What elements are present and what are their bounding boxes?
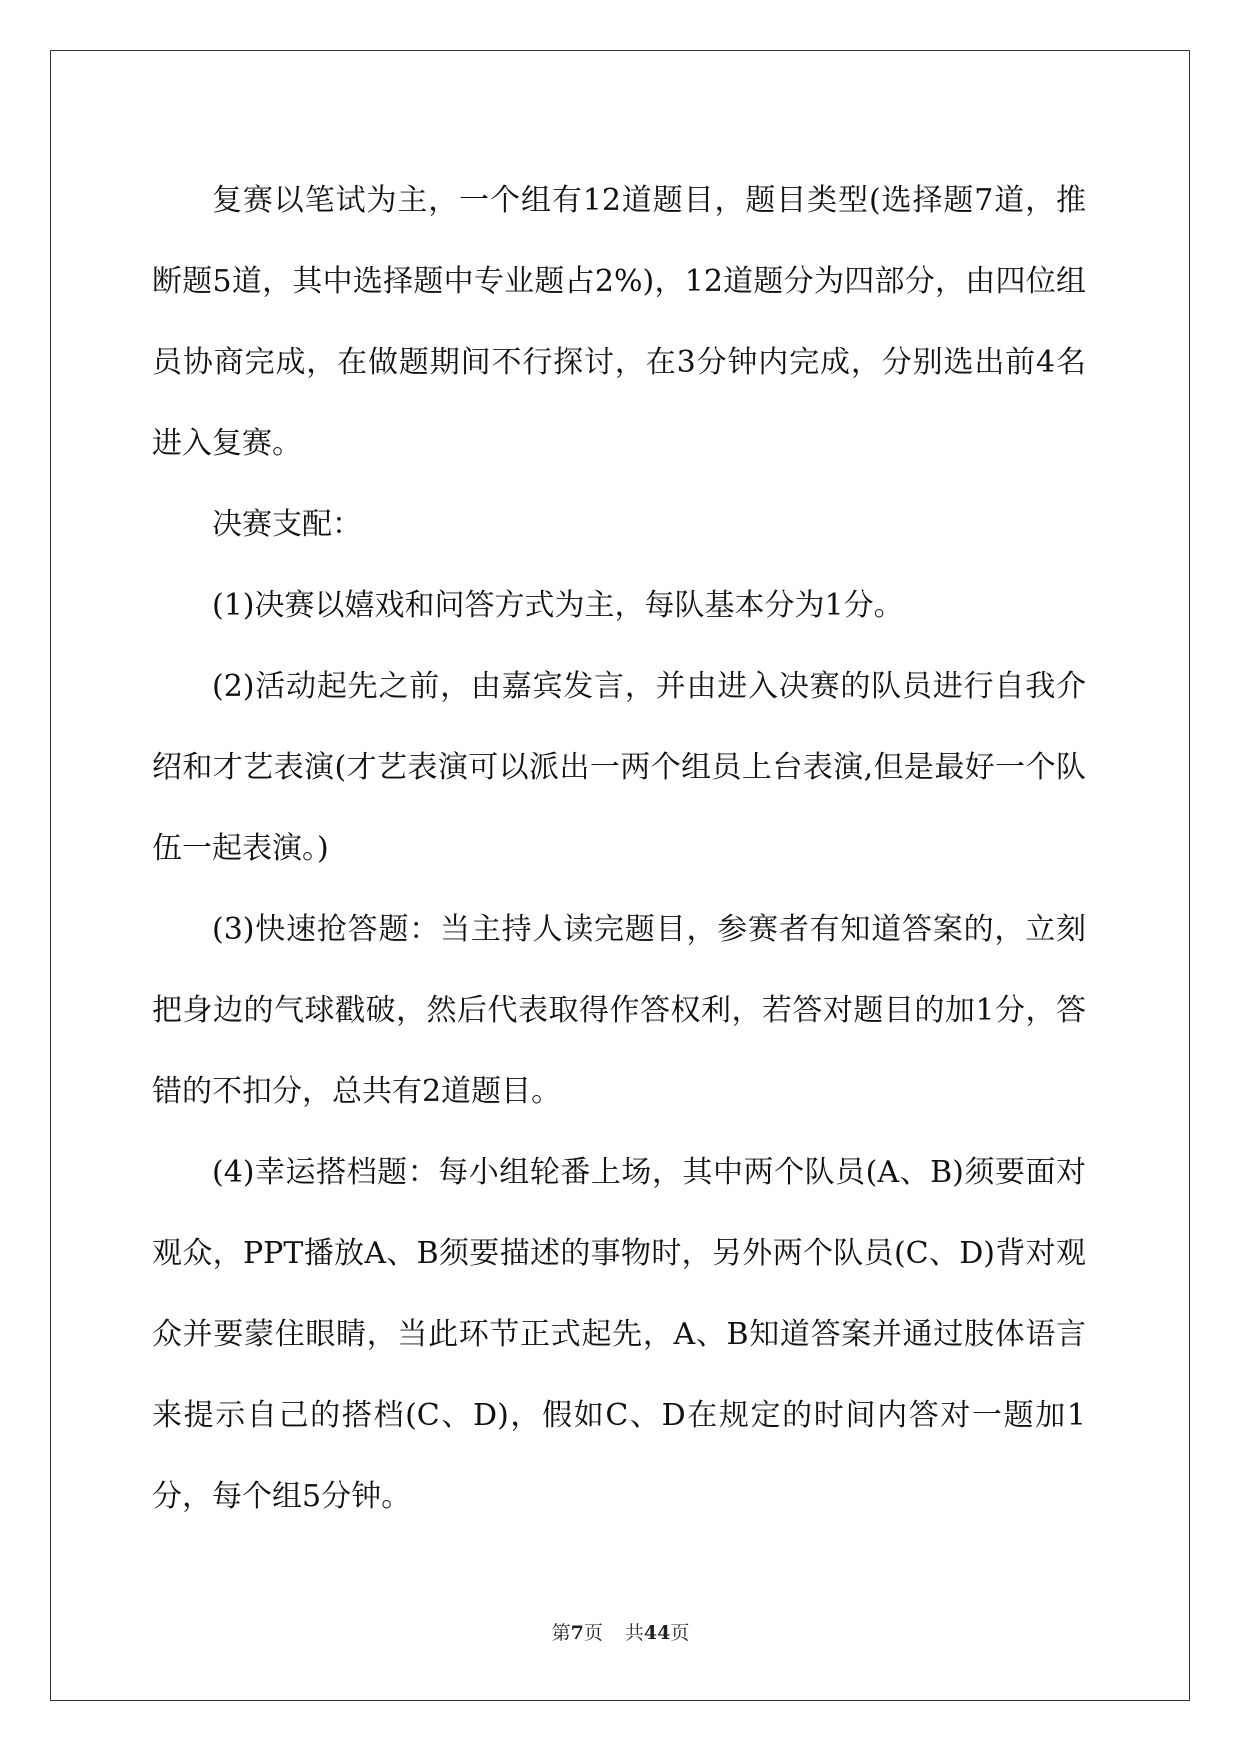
paragraph-semifinal-rules: 复赛以笔试为主，一个组有12道题目，题目类型(选择题7道，推断题5道，其中选择题中专业题占2%)，12道题分为四部分，由四位组员协商完成，在做题期间不行探讨，在3分钟内完成，分别选出前4名进入复赛。: [152, 183, 1086, 461]
paragraph-final-item-2: (2)活动起先之前，由嘉宾发言，并由进入决赛的队员进行自我介绍和才艺表演(才艺表演可以派出一两个组员上台表演,但是最好一个队伍一起表演。): [152, 669, 1086, 866]
paragraph-final-item-1: (1)决赛以嬉戏和问答方式为主，每队基本分为1分。: [212, 588, 904, 623]
footer-prefix: 第: [551, 1622, 571, 1644]
footer-page-unit: 页: [583, 1622, 603, 1644]
total-pages-number: 44: [643, 1622, 671, 1644]
footer-total-unit: 页: [670, 1622, 690, 1644]
document-body: [152, 160, 1086, 1537]
paragraph-final-item-3: (3)快速抢答题：当主持人读完题目，参赛者有知道答案的，立刻把身边的气球戳破，然后代表取得作答权利，若答对题目的加1分，答错的不扣分，总共有2道题目。: [152, 912, 1086, 1109]
paragraph-final-heading: 决赛支配：: [212, 507, 362, 542]
paragraph-final-item-4: (4)幸运搭档题：每小组轮番上场，其中两个队员(A、B)须要面对观众，PPT播放A、B须要描述的事物时，另外两个队员(C、D)背对观众并要蒙住眼睛，当此环节正式起先，A、B知道答案并通过肢体语言来提示自己的搭档(C、D)，假如C、D在规定的时间内答对一题加1分，每个组5分钟。: [152, 1155, 1086, 1514]
footer-total-prefix: 共: [624, 1622, 644, 1644]
page-footer: [0, 1618, 1241, 1645]
current-page-number: 7: [570, 1622, 584, 1644]
